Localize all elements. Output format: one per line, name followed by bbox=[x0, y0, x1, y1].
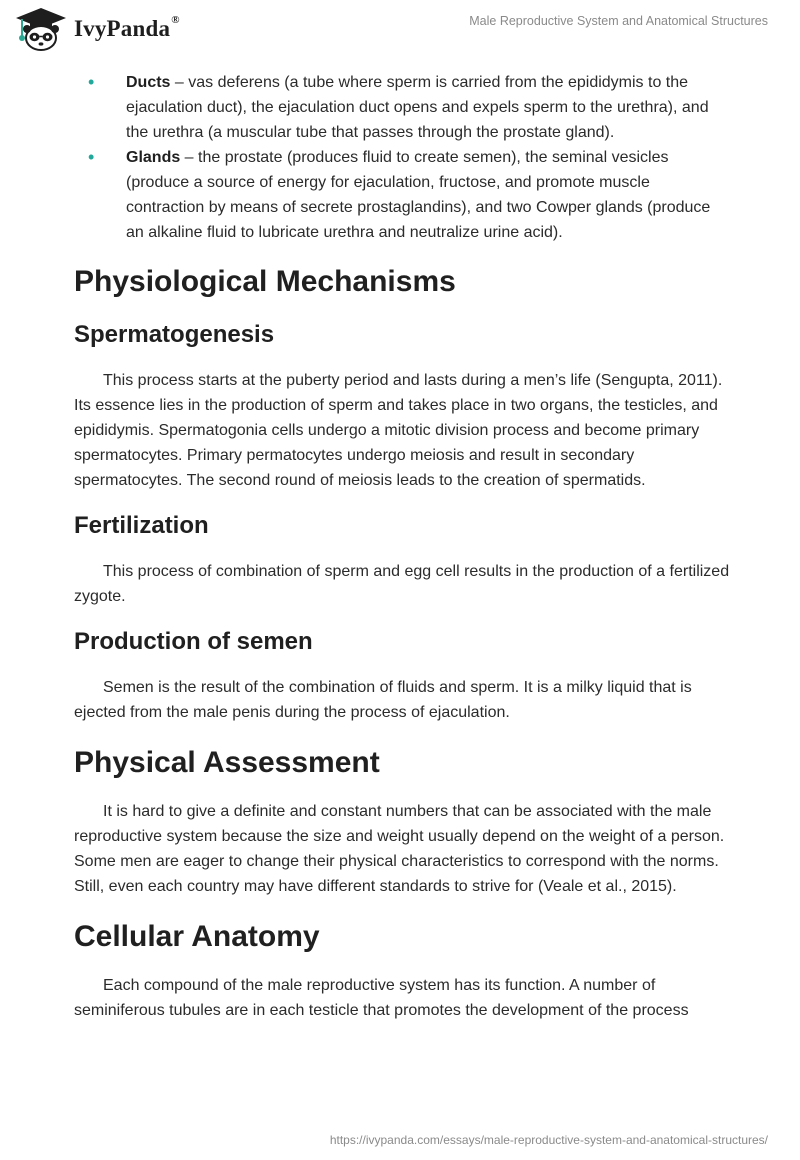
essay-content bbox=[74, 70, 730, 1023]
page-header bbox=[0, 0, 800, 62]
list-item-term: Ducts bbox=[126, 74, 171, 91]
paragraph-cellular-anatomy: Each compound of the male reproductive system has its function. A number of seminiferous tubules are in each testicle that promotes the development of the process bbox=[74, 977, 689, 1019]
heading-cellular-anatomy: Cellular Anatomy bbox=[74, 920, 320, 953]
list-item bbox=[74, 145, 730, 245]
list-item-term: Glands bbox=[126, 149, 181, 166]
heading-spermatogenesis: Spermatogenesis bbox=[74, 321, 275, 348]
brand-name: IvyPanda® bbox=[74, 14, 180, 41]
panda-graduate-icon bbox=[14, 6, 68, 52]
ivypanda-logo[interactable] bbox=[14, 6, 180, 52]
document-title: Male Reproductive System and Anatomical Structures bbox=[469, 14, 768, 28]
list-item-text: – vas deferens (a tube where sperm is carried from the epididymis to the ejaculation duct), the ejaculation duct opens and expels sperm to the urethra), and the urethra (a muscular tube that passes through the prostate gland). bbox=[126, 74, 709, 141]
paragraph-fertilization: This process of combination of sperm and egg cell results in the production of a fertilized zygote. bbox=[74, 563, 730, 605]
paragraph-production-of-semen: Semen is the result of the combination of fluids and sperm. It is a milky liquid that is ejected from the male penis during the process of ejaculation. bbox=[74, 679, 692, 721]
bullet-dot-icon: • bbox=[88, 147, 95, 167]
paragraph-physical-assessment: It is hard to give a definite and constant numbers that can be associated with the male reproductive system because the size and weight usually depend on the weight of a person. Some men are eager to change their physical characteristics to correspond with the norms. Still, even each country may have different standards to strive for (Veale et al., 2015). bbox=[74, 803, 725, 895]
list-item-text: – the prostate (produces fluid to create semen), the seminal vesicles (produce a source of energy for ejaculation, fructose, and promote muscle contraction by means of secrete prostaglandins), and two Cowper glands (produce an alkaline fluid to lubricate urethra and neutralize urine acid). bbox=[126, 149, 711, 241]
heading-production-of-semen: Production of semen bbox=[74, 628, 313, 655]
structures-list bbox=[74, 70, 730, 245]
source-url[interactable]: https://ivypanda.com/essays/male-reproductive-system-and-anatomical-structures/ bbox=[329, 1133, 768, 1147]
heading-fertilization: Fertilization bbox=[74, 512, 209, 539]
heading-physiological-mechanisms: Physiological Mechanisms bbox=[74, 265, 456, 298]
paragraph-spermatogenesis: This process starts at the puberty period and lasts during a men’s life (Sengupta, 2011). Its essence lies in the production of sperm and takes place in two organs, the testicles, and epididymis. Spermatogonia cells undergo a mitotic division process and become primary spermatocytes. Primary permatocytes undergo meiosis and result in secondary spermatocytes. The second round of meiosis leads to the creation of spermatids. bbox=[74, 372, 723, 489]
bullet-dot-icon: • bbox=[88, 72, 95, 92]
list-item bbox=[74, 70, 730, 145]
heading-physical-assessment: Physical Assessment bbox=[74, 746, 380, 779]
